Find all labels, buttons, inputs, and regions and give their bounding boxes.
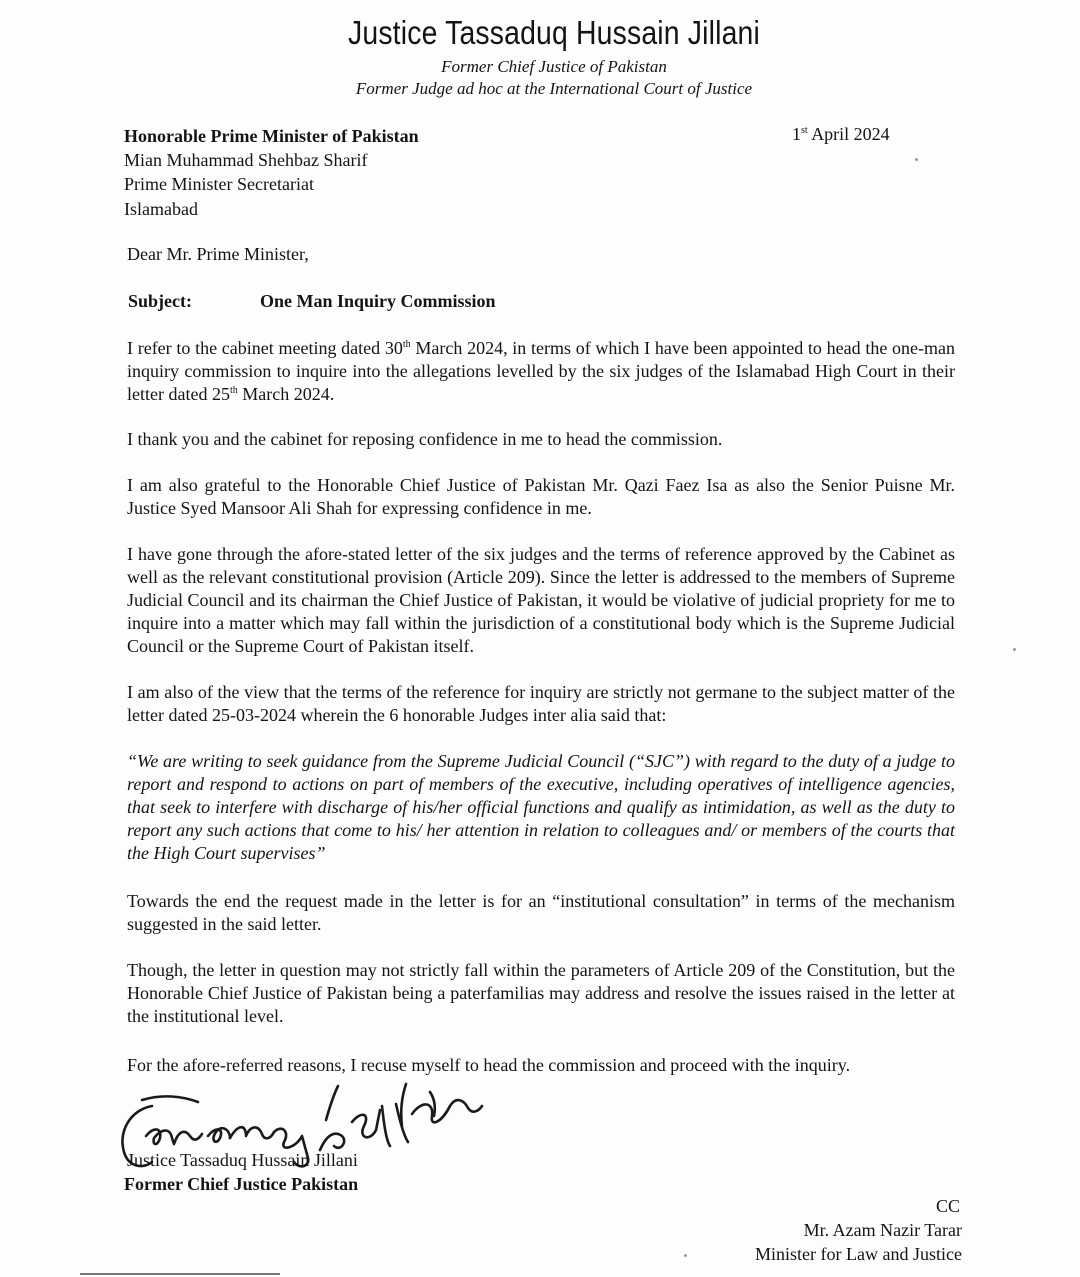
date-month-year: April 2024 <box>811 124 890 144</box>
salutation: Dear Mr. Prime Minister, <box>127 244 309 264</box>
paragraph-cabinet-meeting <box>127 337 955 406</box>
letterhead-designation-1: Former Chief Justice of Pakistan <box>441 57 667 76</box>
ordinal-suffix: th <box>402 339 411 350</box>
date-suffix: st <box>801 125 808 136</box>
addressee-city: Islamabad <box>124 199 198 219</box>
cc-label: CC <box>935 1196 960 1216</box>
date-day: 1 <box>792 124 801 144</box>
signatory-title: Former Chief Justice Pakistan <box>124 1174 359 1194</box>
paragraph-propriety: I have gone through the afore-stated letter of the six judges and the terms of reference approved by the Cabinet as well as the relevant constitutional provision (Article 209). Since the letter is addressed to the members of Supreme Judicial Council and its chairman the Chief Justice of Pakistan, it would be violative of judicial propriety for me to inquire into a matter which may fall within the jurisdiction of a constitutional body which is the Supreme Judicial Council or the Supreme Court of Pakistan itself. <box>127 544 955 656</box>
letter-date <box>792 124 890 145</box>
addressee-name: Mian Muhammad Shehbaz Sharif <box>124 150 368 170</box>
ordinal-suffix: th <box>229 385 238 396</box>
scan-speck <box>684 1254 687 1257</box>
scan-edge-line <box>80 1273 280 1275</box>
paragraph-recusal: For the afore-referred reasons, I recuse myself to head the commission and proceed with the inquiry. <box>127 1055 851 1075</box>
paragraph-text: March 2024, in terms of which I have been appointed to head the one-man inquiry commission to inquire into the allegations levelled by the six judges of the Islamabad High Court in their letter dated 25 <box>127 338 955 404</box>
paragraph-text: I refer to the cabinet meeting dated 30 <box>127 338 403 358</box>
subject-text: One Man Inquiry Commission <box>260 291 496 311</box>
paragraph-text: March 2024. <box>237 384 335 404</box>
signatory-name: Justice Tassaduq Hussain Jillani <box>127 1150 358 1170</box>
paragraph-terms-of-reference: I am also of the view that the terms of the reference for inquiry are strictly not germane to the subject matter of the letter dated 25-03-2024 wherein the 6 honorable Judges inter alia said that: <box>127 682 955 725</box>
subject-label: Subject: <box>128 291 192 311</box>
quoted-letter-excerpt: “We are writing to seek guidance from the Supreme Judicial Council (“SJC”) with regard to the duty of a judge to report and respond to actions on part of members of the executive, including operatives of intelligence agencies, that seek to interfere with discharge of his/her official functions and qualify as intimidation, as well as the duty to report any such actions that come to his/ her attention in relation to colleagues and/ or members of the courts that the High Court supervises” <box>127 751 955 863</box>
addressee-office: Prime Minister Secretariat <box>124 174 314 194</box>
addressee-title: Honorable Prime Minister of Pakistan <box>124 126 419 146</box>
paragraph-thanks: I thank you and the cabinet for reposing confidence in me to head the commission. <box>127 429 723 449</box>
scan-speck <box>915 158 918 161</box>
letterhead-name: Justice Tassaduq Hussain Jillani <box>348 14 760 51</box>
cc-recipient-position: Minister for Law and Justice <box>755 1244 962 1264</box>
cc-recipient-name: Mr. Azam Nazir Tarar <box>803 1220 962 1240</box>
letterhead-designation-2: Former Judge ad hoc at the International Court of Justice <box>355 79 753 98</box>
paragraph-institutional-consultation: Towards the end the request made in the letter is for an “institutional consultation” in terms of the mechanism suggested in the said letter. <box>127 891 955 934</box>
paragraph-article-209: Though, the letter in question may not strictly fall within the parameters of Article 209 of the Constitution, but the Honorable Chief Justice of Pakistan being a paterfamilias may address and resolve the issues raised in the letter at the institutional level. <box>127 960 955 1026</box>
paragraph-gratitude: I am also grateful to the Honorable Chief Justice of Pakistan Mr. Qazi Faez Isa as also the Senior Puisne Mr. Justice Syed Mansoor Ali Shah for expressing confidence in me. <box>127 475 955 518</box>
scan-speck <box>1013 648 1016 651</box>
